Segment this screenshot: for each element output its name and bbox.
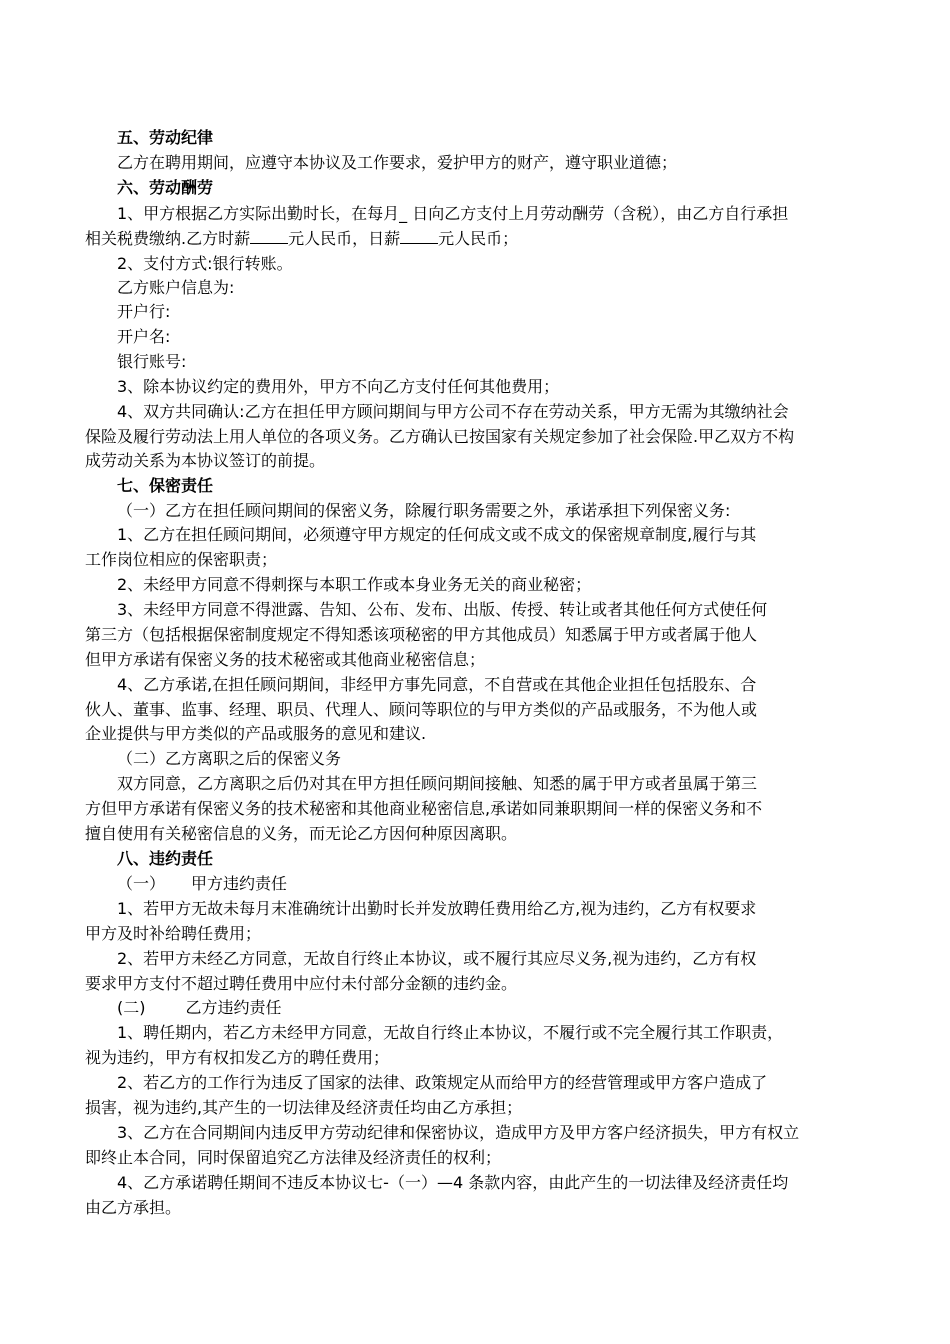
- subsection-number: （一）: [117, 874, 166, 893]
- paragraph-line: 1、若甲方无故未每月末准确统计出勤时长并发放聘任费用给乙方,视为违约，乙方有权要求: [117, 899, 757, 918]
- paragraph-line: [85, 227, 518, 251]
- paragraph-line: 双方同意，乙方离职之后仍对其在甲方担任顾问期间接触、知悉的属于甲方或者虽属于第三: [117, 774, 758, 793]
- paragraph-line: 1、乙方在担任顾问期间，必须遵守甲方规定的任何成文或不成文的保密规章制度,履行与其: [117, 525, 757, 544]
- paragraph-line: 工作岗位相应的保密职责；: [85, 550, 278, 569]
- subsection-title: 甲方违约责任: [191, 874, 288, 893]
- paragraph-line: 成劳动关系为本协议签订的前提。: [85, 451, 326, 470]
- paragraph-line: 损害，视为违约,其产生的一切法律及经济责任均由乙方承担；: [85, 1098, 523, 1117]
- subsection-heading: （二）乙方离职之后的保密义务: [117, 749, 342, 768]
- paragraph-line: 2、若甲方未经乙方同意，无故自行终止本协议，或不履行其应尽义务,视为违约，乙方有权: [117, 949, 757, 968]
- paragraph-line: 第三方（包括根据保密制度规定不得知悉该项秘密的甲方其他成员）知悉属于甲方或者属于他人: [85, 625, 758, 644]
- paragraph-line: 方但甲方承诺有保密义务的技术秘密和其他商业秘密信息,承诺如同兼职期间一样的保密义务和不: [85, 799, 763, 818]
- paragraph-line: 甲方及时补给聘任费用；: [85, 924, 262, 943]
- paragraph-line: 银行账号:: [117, 352, 187, 371]
- paragraph-line: 4、乙方承诺聘任期间不违反本协议七-（一）—4 条款内容，由此产生的一切法律及经济责任均: [117, 1173, 789, 1192]
- paragraph-line: 2、支付方式:银行转账。: [117, 254, 293, 273]
- section-heading-confidentiality: 七、保密责任: [117, 476, 214, 495]
- paragraph-line: 3、未经甲方同意不得泄露、告知、公布、发布、出版、传授、转让或者其他任何方式使任何: [117, 600, 768, 619]
- subsection-heading: [117, 996, 282, 1020]
- paragraph-line: 伙人、董事、监事、经理、职员、代理人、顾问等职位的与甲方类似的产品或服务，不为他人或: [85, 700, 758, 719]
- paragraph-line: 视为违约，甲方有权扣发乙方的聘任费用；: [85, 1048, 390, 1067]
- paragraph-line: 要求甲方支付不超过聘任费用中应付未付部分金额的违约金。: [85, 974, 518, 993]
- paragraph-line: 由乙方承担。: [85, 1198, 182, 1217]
- paragraph-line: 3、乙方在合同期间内违反甲方劳动纪律和保密协议，造成甲方及甲方客户经济损失，甲方有权立: [117, 1123, 800, 1142]
- paragraph-line: 4、乙方承诺,在担任顾问期间，非经甲方事先同意，不自营或在其他企业担任包括股东、合: [117, 675, 757, 694]
- blank-field: [400, 227, 438, 244]
- subsection-heading: [117, 872, 287, 896]
- paragraph-line: 企业提供与甲方类似的产品或服务的意见和建议.: [85, 724, 427, 743]
- paragraph-line: 乙方账户信息为:: [117, 278, 235, 297]
- paragraph-line: 保险及履行劳动法上用人单位的各项义务。乙方确认已按国家有关规定参加了社会保险.甲乙双方不构: [85, 427, 795, 446]
- paragraph-line: 开户行:: [117, 302, 171, 321]
- section-heading-labor-remuneration: 六、劳动酬劳: [117, 178, 214, 197]
- paragraph-line: 2、未经甲方同意不得刺探与本职工作或本身业务无关的商业秘密；: [117, 575, 592, 594]
- text-segment: 元人民币，日薪: [288, 229, 401, 248]
- paragraph-line: 1、聘任期内，若乙方未经甲方同意，无故自行终止本协议，不履行或不完全履行其工作职责，: [117, 1023, 784, 1042]
- paragraph-line: 3、除本协议约定的费用外，甲方不向乙方支付任何其他费用；: [117, 377, 560, 396]
- paragraph-line: 即终止本合同，同时保留追究乙方法律及经济责任的权利；: [85, 1148, 502, 1167]
- text-segment: 元人民币；: [438, 229, 519, 248]
- paragraph-line: 2、若乙方的工作行为违反了国家的法律、政策规定从而给甲方的经营管理或甲方客户造成了: [117, 1073, 768, 1092]
- blank-field: [250, 227, 288, 244]
- paragraph-line: 乙方在聘用期间，应遵守本协议及工作要求，爱护甲方的财产，遵守职业道德；: [117, 153, 678, 172]
- paragraph-line: 1、甲方根据乙方实际出勤时长，在每月_ 日向乙方支付上月劳动酬劳（含税），由乙方自行承担: [117, 204, 789, 223]
- text-segment: 相关税费缴纳.乙方时薪: [85, 229, 251, 248]
- section-heading-labor-discipline: 五、劳动纪律: [117, 128, 214, 147]
- paragraph-line: 4、双方共同确认:乙方在担任甲方顾问期间与甲方公司不存在劳动关系，甲方无需为其缴纳社会: [117, 402, 789, 421]
- paragraph-line: 开户名:: [117, 327, 171, 346]
- paragraph-line: 擅自使用有关秘密信息的义务，而无论乙方因何种原因离职。: [85, 824, 518, 843]
- paragraph-line: 但甲方承诺有保密义务的技术秘密或其他商业秘密信息；: [85, 650, 486, 669]
- section-heading-breach-liability: 八、违约责任: [117, 849, 214, 868]
- paragraph-line: （一）乙方在担任顾问期间的保密义务，除履行职务需要之外，承诺承担下列保密义务:: [117, 501, 731, 520]
- subsection-number: (二): [117, 998, 146, 1017]
- subsection-title: 乙方违约责任: [185, 998, 282, 1017]
